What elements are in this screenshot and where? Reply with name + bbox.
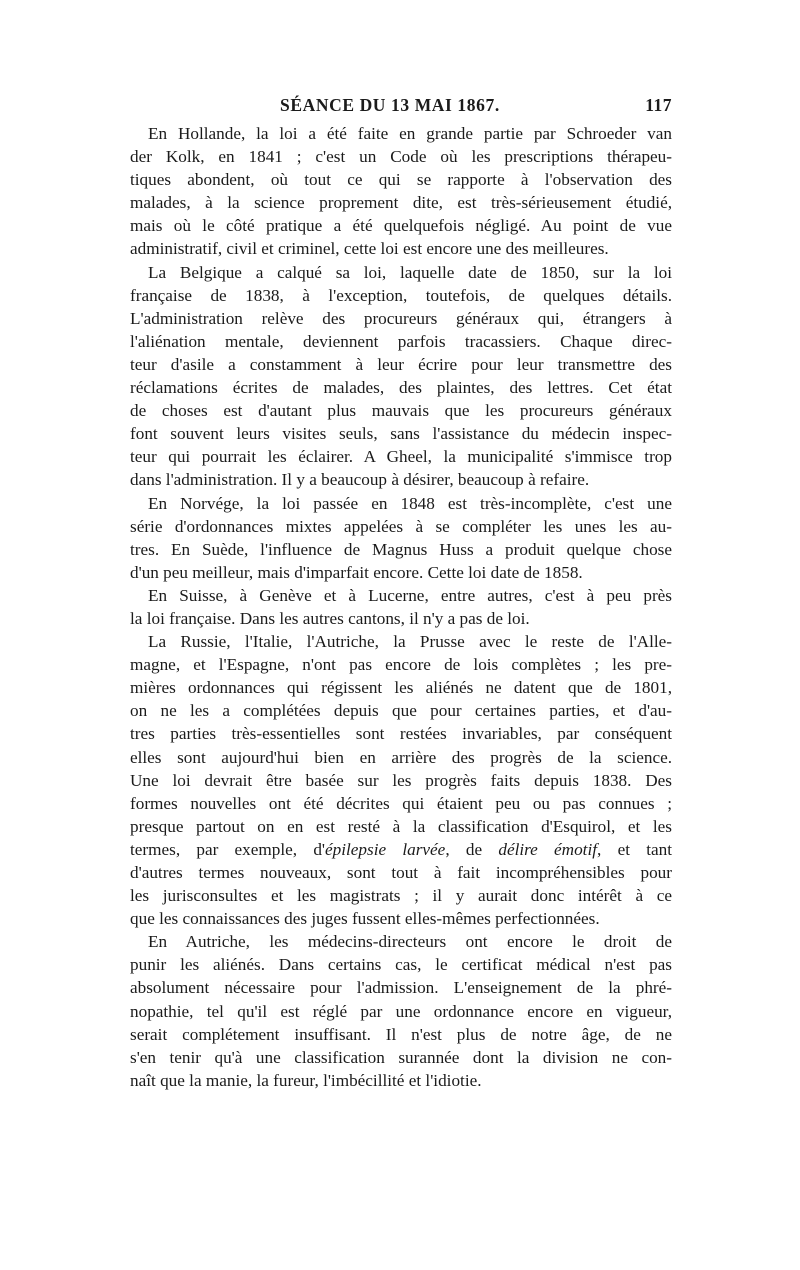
text-line: presque partout on en est resté à la classification d'Esquirol, et les bbox=[130, 816, 672, 836]
text-line: d'un peu meilleur, mais d'imparfait encore. Cette loi date de 1858. bbox=[130, 562, 583, 582]
paragraph-autriche bbox=[130, 930, 672, 1092]
page-number: 117 bbox=[645, 95, 672, 115]
text-line: tres parties très-essentielles sont restées invariables, par conséquent bbox=[130, 724, 672, 744]
text-line: font souvent leurs visites seuls, sans l'assistance du médecin inspec- bbox=[130, 424, 672, 444]
text-line: elles sont aujourd'hui bien en arrière des progrès de la science. bbox=[130, 747, 672, 767]
text-line: termes, par exemple, d'épilepsie larvée, de délire émotif, et tant bbox=[130, 839, 672, 859]
text-line: absolument nécessaire pour l'admission. L'enseignement de la phré- bbox=[130, 978, 672, 998]
paragraph-suisse bbox=[130, 584, 672, 630]
italic-term: épilepsie larvée bbox=[325, 839, 446, 859]
text-line: serait complétement insuffisant. Il n'est plus de notre âge, de ne bbox=[130, 1024, 672, 1044]
text-line: tres. En Suède, l'influence de Magnus Huss a produit quelque chose bbox=[130, 539, 672, 559]
text-line: les jurisconsultes et les magistrats ; il y aurait donc intérêt à ce bbox=[130, 886, 672, 906]
text-line: la loi française. Dans les autres cantons, il n'y a pas de loi. bbox=[130, 608, 530, 628]
text-line: La Russie, l'Italie, l'Autriche, la Prusse avec le reste de l'Alle- bbox=[148, 632, 672, 652]
paragraph-norvege bbox=[130, 492, 672, 584]
text-line: réclamations écrites de malades, des plaintes, des lettres. Cet état bbox=[130, 378, 672, 398]
text-line: de choses est d'autant plus mauvais que les procureurs généraux bbox=[130, 401, 672, 421]
text-line: En Hollande, la loi a été faite en grande partie par Schroeder van bbox=[148, 124, 672, 143]
paragraph-belgique bbox=[130, 261, 672, 492]
paragraph-russie bbox=[130, 630, 672, 930]
text-line: nopathie, tel qu'il est réglé par une ordonnance encore en vigueur, bbox=[130, 1001, 672, 1021]
text-line: malades, à la science proprement dite, est très-sérieusement étudié, bbox=[130, 193, 672, 213]
text-line: dans l'administration. Il y a beaucoup à désirer, beaucoup à refaire. bbox=[130, 470, 590, 490]
text-line: En Autriche, les médecins-directeurs ont encore le droit de bbox=[148, 932, 672, 952]
text-line: formes nouvelles ont été décrites qui étaient peu ou pas connues ; bbox=[130, 793, 672, 813]
text-line: magne, et l'Espagne, n'ont pas encore de lois complètes ; les pre- bbox=[130, 655, 672, 675]
text-line: La Belgique a calqué sa loi, laquelle date de 1850, sur la loi bbox=[148, 262, 672, 282]
text-line: En Norvége, la loi passée en 1848 est très-incomplète, c'est une bbox=[148, 493, 672, 513]
text-line: mais où le côté pratique a été quelquefois négligé. Au point de vue bbox=[130, 216, 672, 236]
text-line: punir les aliénés. Dans certains cas, le certificat médical n'est pas bbox=[130, 955, 672, 975]
text-line: tiques abondent, où tout ce qui se rapporte à l'observation des bbox=[130, 170, 672, 190]
text-line: on ne les a complétées depuis que pour certaines parties, et d'au- bbox=[130, 701, 672, 721]
text-line: teur d'asile a constamment à leur écrire pour leur transmettre des bbox=[130, 354, 672, 374]
text-line: s'en tenir qu'à une classification surannée dont la division ne con- bbox=[130, 1047, 672, 1067]
text-line: française de 1838, à l'exception, toutefois, de quelques détails. bbox=[130, 285, 672, 305]
text-line: naît que la manie, la fureur, l'imbécillité et l'idiotie. bbox=[130, 1070, 482, 1090]
text-line: que les connaissances des juges fussent elles-mêmes perfectionnées. bbox=[130, 909, 600, 929]
italic-term: délire émotif bbox=[498, 839, 598, 859]
text-line: administratif, civil et criminel, cette loi est encore une des meilleures. bbox=[130, 239, 609, 259]
running-head: SÉANCE DU 13 MAI 1867. bbox=[280, 95, 500, 115]
text-line: teur qui pourrait les éclairer. A Gheel, la municipalité s'immisce trop bbox=[130, 447, 672, 467]
text-line: l'aliénation mentale, deviennent parfois tracassiers. Chaque direc- bbox=[130, 331, 672, 351]
text-line: L'administration relève des procureurs généraux qui, étrangers à bbox=[130, 308, 672, 328]
text-line: Une loi devrait être basée sur les progrès faits depuis 1838. Des bbox=[130, 770, 672, 790]
text-line: série d'ordonnances mixtes appelées à se compléter les unes les au- bbox=[130, 516, 672, 536]
text-line: d'autres termes nouveaux, sont tout à fait incompréhensibles pour bbox=[130, 863, 672, 882]
page-header bbox=[130, 92, 672, 122]
text-line: mières ordonnances qui régissent les aliénés ne datent que de 1801, bbox=[130, 678, 672, 698]
paragraph-hollande bbox=[130, 122, 672, 261]
text-line: der Kolk, en 1841 ; c'est un Code où les prescriptions thérapeu- bbox=[130, 147, 672, 167]
text-line: En Suisse, à Genève et à Lucerne, entre autres, c'est à peu près bbox=[148, 585, 672, 605]
book-page bbox=[130, 92, 672, 1092]
